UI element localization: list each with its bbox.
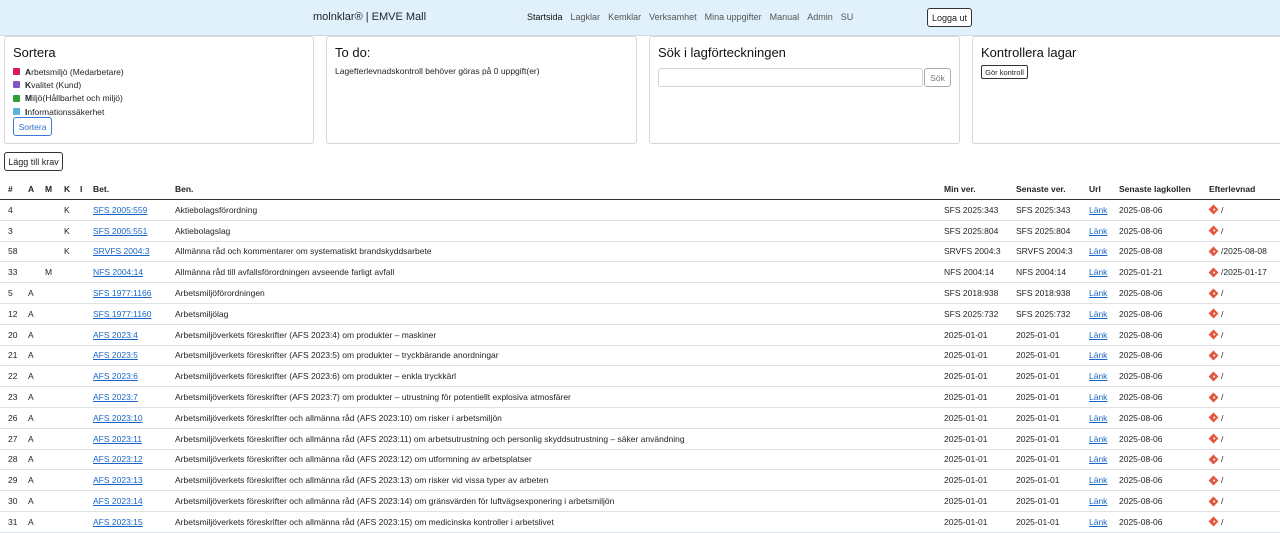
header-senaste-lagkollen[interactable]: Senaste lagkollen xyxy=(1119,184,1191,194)
sort-item-kvalitet xyxy=(13,78,124,91)
row-designation-link[interactable]: AFS 2023:10 xyxy=(93,412,143,423)
row-name: Arbetsmiljöverkets föreskrifter (AFS 2023:4) om produkter – maskiner xyxy=(175,329,437,340)
search-card xyxy=(649,36,960,144)
row-last-check: 2025-08-06 xyxy=(1119,308,1163,319)
row-min-version: 2025-01-01 xyxy=(944,371,988,382)
warning-diamond-icon xyxy=(1209,309,1219,319)
row-designation-link[interactable]: AFS 2023:15 xyxy=(93,516,143,527)
row-num: 58 xyxy=(8,246,18,257)
row-compliance[interactable] xyxy=(1209,226,1223,236)
row-num: 3 xyxy=(8,225,13,236)
sort-item-letter: K xyxy=(25,79,32,90)
row-url-link[interactable]: Länk xyxy=(1089,267,1108,278)
row-min-version: 2025-01-01 xyxy=(944,454,988,465)
row-compliance-value: / xyxy=(1221,516,1224,527)
row-compliance-value: / xyxy=(1221,204,1224,215)
row-designation-link[interactable]: AFS 2023:12 xyxy=(93,454,143,465)
row-num: 20 xyxy=(8,329,18,340)
row-a-flag: A xyxy=(28,392,34,403)
nav-link-lagklar[interactable]: Lagklar xyxy=(570,12,601,22)
row-latest-version: 2025-01-01 xyxy=(1016,412,1060,423)
search-input[interactable] xyxy=(658,68,923,87)
row-latest-version: SRVFS 2004:3 xyxy=(1016,246,1073,257)
table-row xyxy=(0,242,1280,263)
warning-diamond-icon xyxy=(1209,496,1219,506)
row-compliance[interactable] xyxy=(1209,246,1267,256)
row-min-version: 2025-01-01 xyxy=(944,433,988,444)
row-min-version: 2025-01-01 xyxy=(944,329,988,340)
row-url-link[interactable]: Länk xyxy=(1089,475,1108,486)
nav-link-verksamhet[interactable]: Verksamhet xyxy=(649,12,697,22)
sort-item-letter: A xyxy=(25,66,32,77)
table-row xyxy=(0,470,1280,491)
row-latest-version: 2025-01-01 xyxy=(1016,392,1060,403)
warning-diamond-icon xyxy=(1209,351,1219,361)
row-compliance-value: / xyxy=(1221,392,1224,403)
row-designation-link[interactable]: AFS 2023:13 xyxy=(93,475,143,486)
row-compliance-value: / xyxy=(1221,308,1224,319)
navbar xyxy=(0,0,1280,36)
row-compliance-value: / xyxy=(1221,475,1224,486)
warning-diamond-icon xyxy=(1209,205,1219,215)
row-min-version: 2025-01-01 xyxy=(944,412,988,423)
table-row xyxy=(0,346,1280,367)
row-compliance-value: / xyxy=(1221,225,1224,236)
row-last-check: 2025-08-06 xyxy=(1119,288,1163,299)
add-requirement-button[interactable]: Lägg till krav xyxy=(4,152,63,171)
row-min-version: SFS 2025:732 xyxy=(944,308,999,319)
row-min-version: 2025-01-01 xyxy=(944,350,988,361)
row-last-check: 2025-08-06 xyxy=(1119,433,1163,444)
row-compliance-value: / xyxy=(1221,288,1224,299)
row-last-check: 2025-08-08 xyxy=(1119,246,1163,257)
table-row xyxy=(0,221,1280,242)
row-compliance[interactable] xyxy=(1209,267,1267,277)
row-designation-link[interactable]: AFS 2023:6 xyxy=(93,371,138,382)
kvalitet-color-square xyxy=(13,81,20,88)
search-button[interactable]: Sök xyxy=(924,68,951,87)
sort-item-arbetsmiljo xyxy=(13,65,124,78)
warning-diamond-icon xyxy=(1209,434,1219,444)
row-min-version: 2025-01-01 xyxy=(944,475,988,486)
table-row xyxy=(0,512,1280,533)
row-name: Arbetsmiljöverkets föreskrifter och allmänna råd (AFS 2023:15) om medicinska kontroller i arbetslivet xyxy=(175,516,554,527)
row-a-flag: A xyxy=(28,329,34,340)
row-latest-version: 2025-01-01 xyxy=(1016,350,1060,361)
search-card-title: Sök i lagförteckningen xyxy=(658,45,786,60)
row-url-link[interactable]: Länk xyxy=(1089,496,1108,507)
sort-item-label: iljö(Hållbarhet och miljö) xyxy=(32,93,123,104)
row-compliance-value: /2025-08-08 xyxy=(1221,246,1267,257)
row-last-check: 2025-08-06 xyxy=(1119,475,1163,486)
row-url-link[interactable]: Länk xyxy=(1089,433,1108,444)
warning-diamond-icon xyxy=(1209,330,1219,340)
row-compliance-value: / xyxy=(1221,329,1224,340)
nav-link-su[interactable]: SU xyxy=(840,12,854,22)
row-latest-version: NFS 2004:14 xyxy=(1016,267,1067,278)
row-num: 22 xyxy=(8,371,18,382)
sort-card xyxy=(4,36,314,144)
table-row xyxy=(0,491,1280,512)
header-url[interactable]: Url xyxy=(1089,184,1101,194)
run-check-button[interactable]: Gör kontroll xyxy=(981,65,1028,79)
todo-text: Lagefterlevnadskontroll behöver göras på 0 uppgift(er) xyxy=(335,66,540,76)
header-bet[interactable]: Bet. xyxy=(93,184,110,194)
warning-diamond-icon xyxy=(1209,267,1219,277)
row-last-check: 2025-01-21 xyxy=(1119,267,1163,278)
sort-item-label: valitet (Kund) xyxy=(31,79,82,90)
row-a-flag: A xyxy=(28,496,34,507)
row-compliance[interactable] xyxy=(1209,454,1223,464)
row-designation-link[interactable]: SFS 2005:551 xyxy=(93,225,148,236)
row-compliance-value: / xyxy=(1221,350,1224,361)
row-designation-link[interactable]: SFS 2005:559 xyxy=(93,204,148,215)
informationssakerhet-color-square xyxy=(13,108,20,115)
row-num: 30 xyxy=(8,496,18,507)
nav-links xyxy=(527,12,861,22)
row-a-flag: A xyxy=(28,454,34,465)
row-compliance[interactable] xyxy=(1209,371,1223,381)
row-last-check: 2025-08-06 xyxy=(1119,204,1163,215)
table-row xyxy=(0,387,1280,408)
row-latest-version: 2025-01-01 xyxy=(1016,475,1060,486)
nav-link-admin[interactable]: Admin xyxy=(807,12,833,22)
row-min-version: SRVFS 2004:3 xyxy=(944,246,1001,257)
row-url-link[interactable]: Länk xyxy=(1089,288,1108,299)
row-last-check: 2025-08-06 xyxy=(1119,225,1163,236)
header-a[interactable]: A xyxy=(28,184,35,194)
row-a-flag: A xyxy=(28,516,34,527)
row-latest-version: SFS 2025:343 xyxy=(1016,204,1071,215)
brand-title[interactable]: molnklar® | EMVE Mall xyxy=(313,11,427,23)
row-compliance[interactable] xyxy=(1209,475,1223,485)
row-url-link[interactable]: Länk xyxy=(1089,392,1108,403)
row-latest-version: 2025-01-01 xyxy=(1016,516,1060,527)
row-k-flag: K xyxy=(64,246,70,257)
row-designation-link[interactable]: AFS 2023:7 xyxy=(93,392,138,403)
row-min-version: SFS 2018:938 xyxy=(944,288,999,299)
table-row xyxy=(0,325,1280,346)
row-designation-link[interactable]: NFS 2004:14 xyxy=(93,267,144,278)
row-compliance[interactable] xyxy=(1209,413,1223,423)
sort-item-label: rbetsmiljö (Medarbetare) xyxy=(31,66,124,77)
row-url-link[interactable]: Länk xyxy=(1089,308,1108,319)
row-latest-version: 2025-01-01 xyxy=(1016,433,1060,444)
row-compliance[interactable] xyxy=(1209,434,1223,444)
row-last-check: 2025-08-06 xyxy=(1119,392,1163,403)
row-min-version: 2025-01-01 xyxy=(944,516,988,527)
row-k-flag: K xyxy=(64,225,70,236)
sort-item-letter: M xyxy=(25,93,33,104)
row-a-flag: A xyxy=(28,350,34,361)
table-row xyxy=(0,408,1280,429)
row-name: Arbetsmiljöverkets föreskrifter och allmänna råd (AFS 2023:12) om utformning av arbetsplatser xyxy=(175,454,532,465)
sort-item-miljo xyxy=(13,92,124,105)
row-name: Arbetsmiljölag xyxy=(175,308,229,319)
row-name: Allmänna råd till avfallsförordningen avseende farligt avfall xyxy=(175,267,395,278)
row-min-version: NFS 2004:14 xyxy=(944,267,995,278)
row-min-version: 2025-01-01 xyxy=(944,392,988,403)
row-num: 12 xyxy=(8,308,18,319)
row-a-flag: A xyxy=(28,433,34,444)
nav-link-kemklar[interactable]: Kemklar xyxy=(608,12,642,22)
row-designation-link[interactable]: SFS 1977:1160 xyxy=(93,308,152,319)
row-num: 4 xyxy=(8,204,13,215)
warning-diamond-icon xyxy=(1209,288,1219,298)
row-url-link[interactable]: Länk xyxy=(1089,350,1108,361)
row-name: Aktiebolagsförordning xyxy=(175,204,258,215)
row-url-link[interactable]: Länk xyxy=(1089,516,1108,527)
row-m-flag: M xyxy=(45,267,53,278)
row-designation-link[interactable]: SRVFS 2004:3 xyxy=(93,246,150,257)
row-min-version: SFS 2025:343 xyxy=(944,204,999,215)
row-num: 5 xyxy=(8,288,13,299)
check-laws-title: Kontrollera lagar xyxy=(981,45,1077,60)
arbetsmiljo-color-square xyxy=(13,68,20,75)
row-url-link[interactable]: Länk xyxy=(1089,329,1108,340)
table-header xyxy=(0,179,1280,200)
row-designation-link[interactable]: AFS 2023:5 xyxy=(93,350,138,361)
row-last-check: 2025-08-06 xyxy=(1119,412,1163,423)
row-latest-version: 2025-01-01 xyxy=(1016,329,1060,340)
row-last-check: 2025-08-06 xyxy=(1119,350,1163,361)
row-min-version: SFS 2025:804 xyxy=(944,225,999,236)
row-compliance-value: / xyxy=(1221,371,1224,382)
table-row xyxy=(0,283,1280,304)
sort-legend xyxy=(13,65,124,118)
row-latest-version: 2025-01-01 xyxy=(1016,496,1060,507)
row-latest-version: SFS 2025:804 xyxy=(1016,225,1071,236)
logout-button[interactable]: Logga ut xyxy=(927,8,972,27)
todo-card-title: To do: xyxy=(335,45,371,60)
warning-diamond-icon xyxy=(1209,475,1219,485)
nav-link-startsida[interactable]: Startsida xyxy=(527,12,563,22)
row-url-link[interactable]: Länk xyxy=(1089,204,1108,215)
row-designation-link[interactable]: AFS 2023:4 xyxy=(93,329,138,340)
row-compliance[interactable] xyxy=(1209,288,1223,298)
row-num: 31 xyxy=(8,516,18,527)
row-url-link[interactable]: Länk xyxy=(1089,371,1108,382)
row-num: 33 xyxy=(8,267,18,278)
row-latest-version: SFS 2018:938 xyxy=(1016,288,1071,299)
row-name: Aktiebolagslag xyxy=(175,225,231,236)
header-ben[interactable]: Ben. xyxy=(175,184,194,194)
row-compliance[interactable] xyxy=(1209,330,1223,340)
row-name: Arbetsmiljöverkets föreskrifter och allmänna råd (AFS 2023:11) om arbetsutrustning och personlig skyddsutrustning – säker användning xyxy=(175,433,685,444)
miljo-color-square xyxy=(13,95,20,102)
row-last-check: 2025-08-06 xyxy=(1119,371,1163,382)
table-row xyxy=(0,366,1280,387)
row-name: Arbetsmiljöverkets föreskrifter (AFS 2023:5) om produkter – tryckbärande anordningar xyxy=(175,350,499,361)
header-efterlevnad[interactable]: Efterlevnad xyxy=(1209,184,1256,194)
row-a-flag: A xyxy=(28,412,34,423)
row-k-flag: K xyxy=(64,204,70,215)
row-num: 27 xyxy=(8,433,18,444)
row-name: Arbetsmiljöverkets föreskrifter (AFS 2023:7) om produkter – utrustning för potentiellt explosiva atmosfärer xyxy=(175,392,571,403)
warning-diamond-icon xyxy=(1209,226,1219,236)
sort-card-title: Sortera xyxy=(13,45,56,60)
row-url-link[interactable]: Länk xyxy=(1089,225,1108,236)
law-table xyxy=(0,179,1280,533)
row-num: 23 xyxy=(8,392,18,403)
warning-diamond-icon xyxy=(1209,455,1219,465)
warning-diamond-icon xyxy=(1209,517,1219,527)
row-last-check: 2025-08-06 xyxy=(1119,496,1163,507)
row-min-version: 2025-01-01 xyxy=(944,496,988,507)
table-row xyxy=(0,262,1280,283)
row-latest-version: 2025-01-01 xyxy=(1016,454,1060,465)
header-min-ver[interactable]: Min ver. xyxy=(944,184,976,194)
nav-link-mina-uppgifter[interactable]: Mina uppgifter xyxy=(704,12,762,22)
row-url-link[interactable]: Länk xyxy=(1089,454,1108,465)
row-url-link[interactable]: Länk xyxy=(1089,412,1108,423)
row-name: Arbetsmiljöverkets föreskrifter och allmänna råd (AFS 2023:13) om risker vid vissa typer av arbeten xyxy=(175,475,549,486)
table-row xyxy=(0,304,1280,325)
row-compliance[interactable] xyxy=(1209,496,1223,506)
row-url-link[interactable]: Länk xyxy=(1089,246,1108,257)
row-designation-link[interactable]: SFS 1977:1166 xyxy=(93,288,152,299)
row-a-flag: A xyxy=(28,371,34,382)
header-k[interactable]: K xyxy=(64,184,71,194)
warning-diamond-icon xyxy=(1209,413,1219,423)
row-a-flag: A xyxy=(28,288,34,299)
warning-diamond-icon xyxy=(1209,392,1219,402)
row-compliance[interactable] xyxy=(1209,517,1223,527)
row-compliance[interactable] xyxy=(1209,350,1223,360)
row-compliance[interactable] xyxy=(1209,205,1223,215)
row-latest-version: 2025-01-01 xyxy=(1016,371,1060,382)
table-row xyxy=(0,450,1280,471)
row-compliance[interactable] xyxy=(1209,309,1223,319)
row-num: 26 xyxy=(8,412,18,423)
row-compliance-value: /2025-01-17 xyxy=(1221,267,1267,278)
header-senaste-ver[interactable]: Senaste ver. xyxy=(1016,184,1066,194)
warning-diamond-icon xyxy=(1209,247,1219,257)
row-name: Allmänna råd och kommentarer om systematiskt brandskyddsarbete xyxy=(175,246,432,257)
header-i[interactable]: I xyxy=(80,184,83,194)
header-m[interactable]: M xyxy=(45,184,53,194)
table-body xyxy=(0,200,1280,533)
row-latest-version: SFS 2025:732 xyxy=(1016,308,1071,319)
table-row xyxy=(0,429,1280,450)
row-num: 28 xyxy=(8,454,18,465)
row-designation-link[interactable]: AFS 2023:14 xyxy=(93,496,143,507)
nav-link-manual[interactable]: Manual xyxy=(769,12,800,22)
row-name: Arbetsmiljöförordningen xyxy=(175,288,265,299)
row-a-flag: A xyxy=(28,308,34,319)
row-name: Arbetsmiljöverkets föreskrifter (AFS 2023:6) om produkter – enkla tryckkärl xyxy=(175,371,457,382)
row-last-check: 2025-08-06 xyxy=(1119,516,1163,527)
sort-item-label: nformationssäkerhet xyxy=(27,106,105,117)
row-num: 21 xyxy=(8,350,18,361)
row-compliance-value: / xyxy=(1221,496,1224,507)
row-last-check: 2025-08-06 xyxy=(1119,329,1163,340)
sort-item-letter: I xyxy=(25,106,28,117)
todo-card xyxy=(326,36,637,144)
row-compliance[interactable] xyxy=(1209,392,1223,402)
row-a-flag: A xyxy=(28,475,34,486)
row-num: 29 xyxy=(8,475,18,486)
warning-diamond-icon xyxy=(1209,371,1219,381)
row-designation-link[interactable]: AFS 2023:11 xyxy=(93,433,142,444)
row-compliance-value: / xyxy=(1221,454,1224,465)
header-num[interactable]: # xyxy=(8,184,13,194)
row-compliance-value: / xyxy=(1221,433,1224,444)
row-last-check: 2025-08-06 xyxy=(1119,454,1163,465)
row-name: Arbetsmiljöverkets föreskrifter och allmänna råd (AFS 2023:14) om gränsvärden för luftvägsexponering i arbetsmiljön xyxy=(175,496,615,507)
row-name: Arbetsmiljöverkets föreskrifter och allmänna råd (AFS 2023:10) om risker i arbetsmiljön xyxy=(175,412,502,423)
check-laws-card xyxy=(972,36,1280,144)
row-compliance-value: / xyxy=(1221,412,1224,423)
table-row xyxy=(0,200,1280,221)
sort-button[interactable]: Sortera xyxy=(13,117,52,136)
